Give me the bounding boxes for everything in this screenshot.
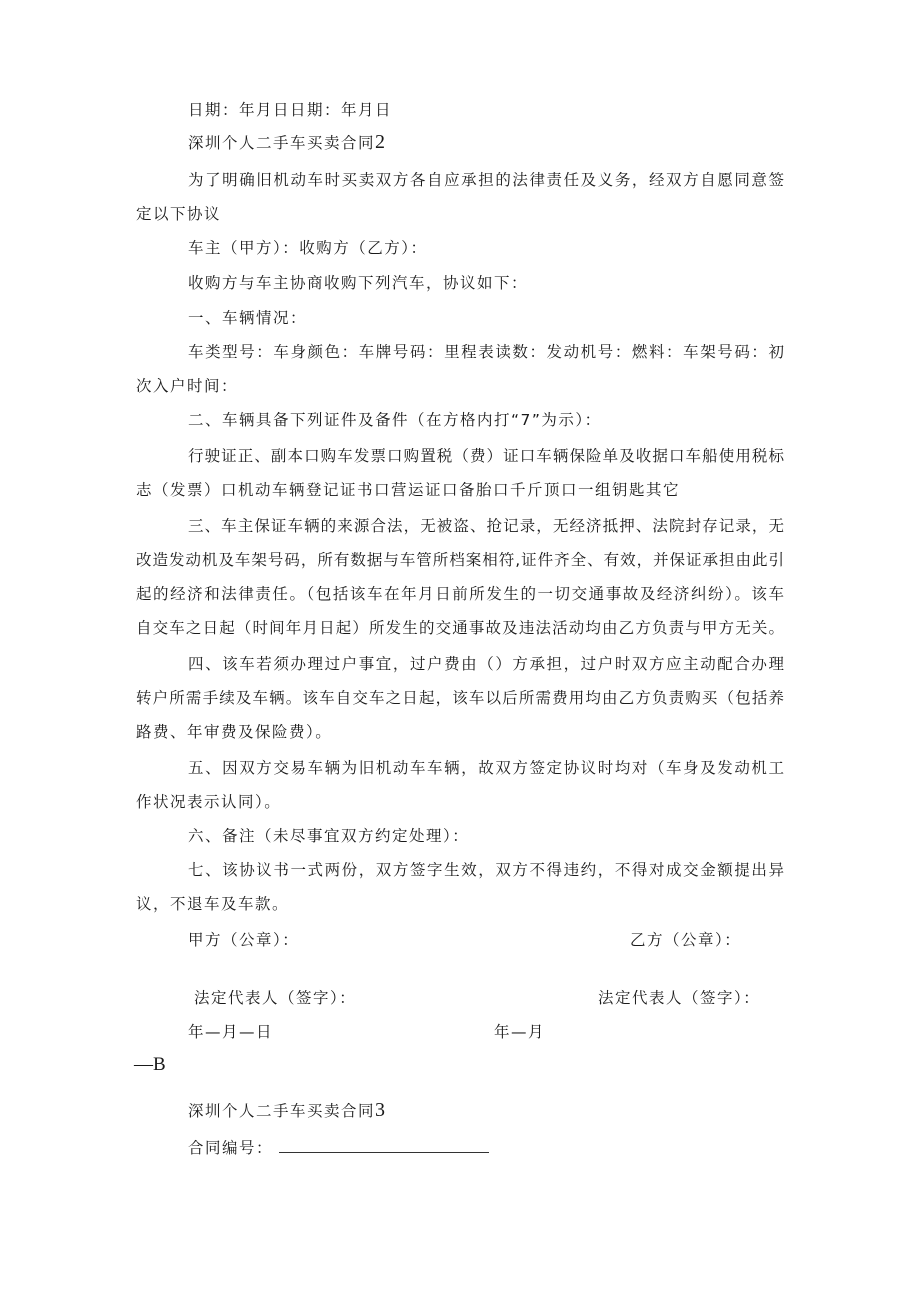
section-7-line-1: 七、该协议书一式两份，双方签字生效，双方不得违约，不得对成交金额提出异	[188, 861, 784, 879]
legal-rep-a-label: 法定代表人（签字）：	[194, 989, 357, 1007]
date-party-b: 年—月	[494, 1023, 546, 1041]
section-2-title: 二、车辆具备下列证件及备件（在方格内打“7”为示）：	[188, 411, 602, 429]
date-party-a: 年—月—日	[188, 1023, 274, 1041]
contract-3-title	[188, 1100, 385, 1121]
purchase-agreement-line: 收购方与车主协商收购下列汽车，协议如下：	[188, 274, 529, 292]
contract-number-row	[188, 1138, 489, 1158]
contract-number-label: 合同编号：	[188, 1139, 274, 1157]
section-3-line-2: 改造发动机及车架号码，所有数据与车管所档案相符,证件齐全、有效，并保证承担由此引	[136, 551, 784, 569]
section-1-line-2: 次入户时间：	[136, 377, 239, 395]
contract-2-title	[188, 132, 385, 153]
contract-2-title-text: 深圳个人二手车买卖合同	[188, 134, 376, 152]
section-4-line-1: 四、该车若须办理过户事宜，过户费由（）方承担，过户时双方应主动配合办理	[188, 655, 784, 673]
section-4-line-2: 转户所需手续及车辆。该车自交车之日起，该车以后所需费用均由乙方负责购买（包括养	[136, 689, 784, 707]
party-b-seal-label: 乙方（公章）：	[630, 931, 742, 949]
section-1-line-1: 车类型号：车身颜色：车牌号码：里程表读数：发动机号：燃料：车架号码：初	[188, 343, 784, 361]
section-4-line-3: 路费、年审费及保险费）。	[136, 723, 333, 741]
section-5-line-1: 五、因双方交易车辆为旧机动车车辆，故双方签定协议时均对（车身及发动机工	[188, 759, 784, 777]
intro-paragraph-line-1: 为了明确旧机动车时买卖双方各自应承担的法律责任及义务，经双方自愿同意签	[188, 171, 784, 189]
contract-3-title-text: 深圳个人二手车买卖合同	[188, 1102, 376, 1120]
section-6-remarks: 六、备注（未尽事宜双方约定处理）：	[188, 827, 470, 845]
date-line: 日期：年月日日期：年月日	[188, 101, 393, 119]
stray-mark: —B	[134, 1054, 166, 1075]
contract-number-blank	[279, 1138, 489, 1153]
section-2-line-1: 行驶证正、副本口购车发票口购置税（费）证口车辆保险单及收据口车船使用税标	[188, 447, 784, 465]
section-3-line-1: 三、车主保证车辆的来源合法，无被盗、抢记录，无经济抵押、法院封存记录，无	[188, 517, 784, 535]
party-a-seal-label: 甲方（公章）：	[188, 931, 300, 949]
section-3-line-4: 自交车之日起（时间年月日起）所发生的交通事故及违法活动均由乙方负责与甲方无关。	[136, 619, 784, 637]
section-3-line-3: 起的经济和法律责任。（包括该车在年月日前所发生的一切交通事故及经济纠纷）。该车	[136, 585, 784, 603]
legal-rep-b-label: 法定代表人（签字）：	[598, 989, 761, 1007]
intro-paragraph-line-2: 定以下协议	[136, 205, 222, 223]
section-1-title: 一、车辆情况：	[188, 309, 308, 327]
section-5-line-2: 作状况表示认同）。	[136, 793, 282, 811]
contract-3-title-number: 3	[375, 1099, 386, 1121]
parties-line: 车主（甲方）：收购方（乙方）：	[188, 239, 428, 257]
section-7-line-2: 议，不退车及车款。	[136, 895, 290, 913]
section-2-line-2: 志（发票）口机动车辆登记证书口营运证口备胎口千斤顶口一组钥匙其它	[136, 481, 681, 499]
contract-2-title-number: 2	[375, 131, 386, 153]
